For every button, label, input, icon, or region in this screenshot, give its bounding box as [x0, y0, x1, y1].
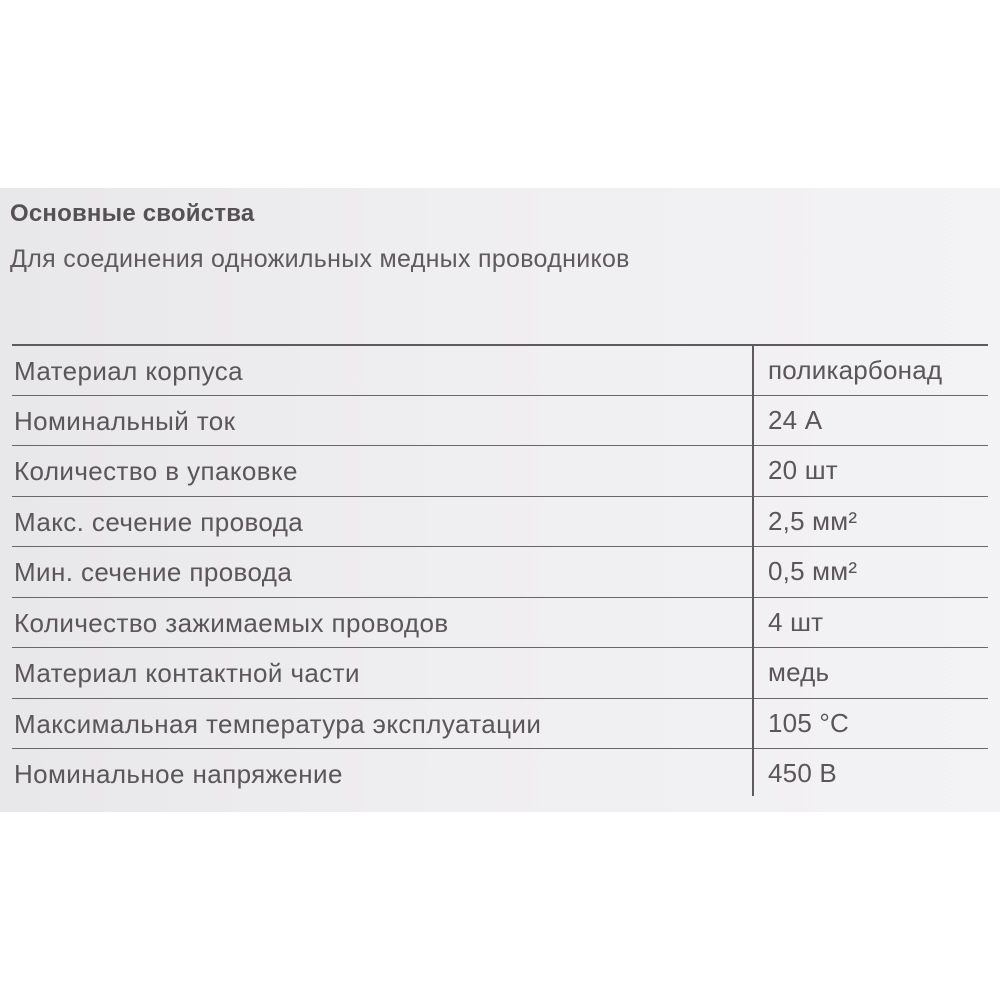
spec-label: Количество зажимаемых проводов	[14, 607, 449, 638]
table-row	[12, 546, 988, 597]
spec-value: 4 шт	[768, 606, 824, 637]
spec-value: 105 °C	[768, 707, 849, 738]
spec-value: 2,5 мм²	[768, 505, 858, 536]
section-heading: Основные свойства	[10, 200, 255, 227]
spec-value: 24 А	[768, 404, 823, 435]
table-row	[12, 395, 988, 446]
spec-label: Материал корпуса	[14, 356, 243, 386]
spec-label: Максимальная температура эксплуатации	[14, 708, 542, 739]
table-row	[12, 698, 988, 749]
table-row	[12, 647, 988, 698]
spec-label: Макс. сечение провода	[14, 506, 304, 537]
spec-label: Количество в упаковке	[14, 456, 298, 486]
specs-table	[12, 344, 988, 799]
column-divider	[752, 344, 754, 796]
spec-value: медь	[768, 657, 830, 687]
spec-value: 450 В	[768, 758, 837, 788]
table-row	[12, 344, 988, 395]
spec-value: 0,5 мм²	[768, 556, 858, 586]
table-row	[12, 597, 988, 648]
table-row	[12, 445, 988, 496]
spec-label: Мин. сечение провода	[14, 557, 293, 587]
spec-value: 20 шт	[768, 455, 838, 485]
spec-label: Материал контактной части	[14, 658, 360, 688]
table-row	[12, 748, 988, 799]
table-row	[12, 496, 988, 547]
spec-label: Номинальное напряжение	[14, 759, 343, 789]
section-subheading: Для соединения одножильных медных проводников	[10, 245, 630, 273]
spec-value: поликарбонад	[768, 355, 943, 385]
spec-label: Номинальный ток	[14, 405, 236, 436]
